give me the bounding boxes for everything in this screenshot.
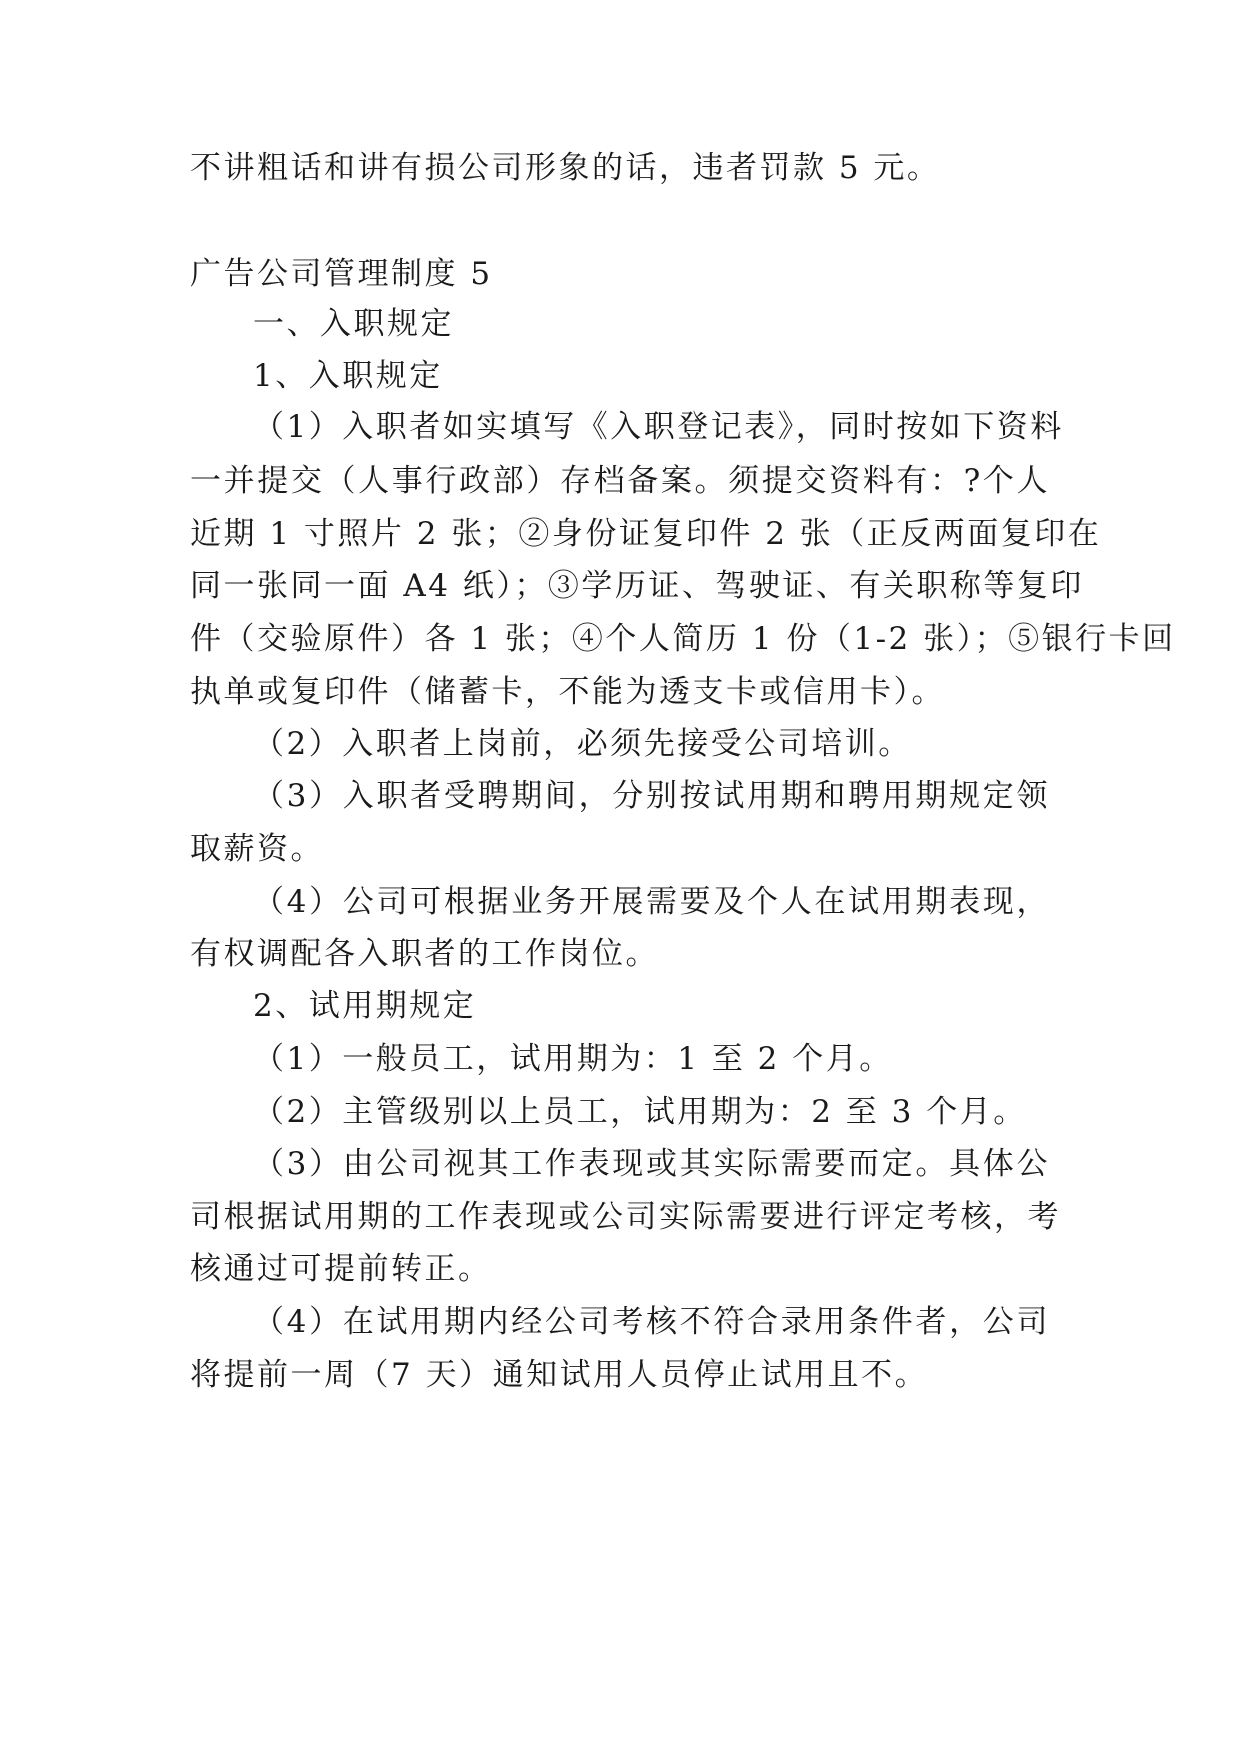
- paragraph-line: （1）入职者如实填写《入职登记表》，同时按如下资料: [253, 409, 1064, 445]
- paragraph-line: （3）由公司视其工作表现或其实际需要而定。具体公: [253, 1146, 1050, 1182]
- paragraph-line: 核通过可提前转正。: [190, 1251, 492, 1287]
- paragraph-line: （2）入职者上岗前，必须先接受公司培训。: [253, 726, 912, 762]
- paragraph-line: （2）主管级别以上员工，试用期为：2 至 3 个月。: [253, 1094, 1027, 1130]
- paragraph-line: （3）入职者受聘期间，分别按试用期和聘用期规定领: [253, 778, 1050, 814]
- section-title: 广告公司管理制度 5: [190, 256, 493, 292]
- intro-line: 不讲粗话和讲有损公司形象的话，违者罚款 5 元。: [190, 150, 941, 186]
- paragraph-line: （1）一般员工，试用期为：1 至 2 个月。: [253, 1041, 893, 1077]
- paragraph-line: 有权调配各入职者的工作岗位。: [190, 936, 659, 972]
- subheading-probation: 2、试用期规定: [253, 988, 477, 1024]
- paragraph-line: 近期 1 寸照片 2 张；②身份证复印件 2 张（正反两面复印在: [190, 516, 1102, 552]
- paragraph-line: 取薪资。: [190, 831, 324, 867]
- paragraph-line: 一并提交（人事行政部）存档备案。须提交资料有：?个人: [190, 463, 1050, 499]
- heading-entry-rules: 一、入职规定: [253, 306, 454, 342]
- paragraph-line: 将提前一周（7 天）通知试用人员停止试用且不。: [190, 1357, 929, 1393]
- paragraph-line: 司根据试用期的工作表现或公司实际需要进行评定考核，考: [190, 1199, 1061, 1235]
- paragraph-line: 执单或复印件（储蓄卡，不能为透支卡或信用卡）。: [190, 674, 945, 710]
- paragraph-line: 件（交验原件）各 1 张；④个人简历 1 份（1-2 张）；⑤银行卡回: [190, 621, 1176, 657]
- subheading-entry-rules: 1、入职规定: [253, 358, 443, 394]
- paragraph-line: （4）在试用期内经公司考核不符合录用条件者，公司: [253, 1304, 1050, 1340]
- paragraph-line: （4）公司可根据业务开展需要及个人在试用期表现，: [253, 884, 1050, 920]
- paragraph-line: 同一张同一面 A4 纸）；③学历证、驾驶证、有关职称等复印: [190, 568, 1084, 604]
